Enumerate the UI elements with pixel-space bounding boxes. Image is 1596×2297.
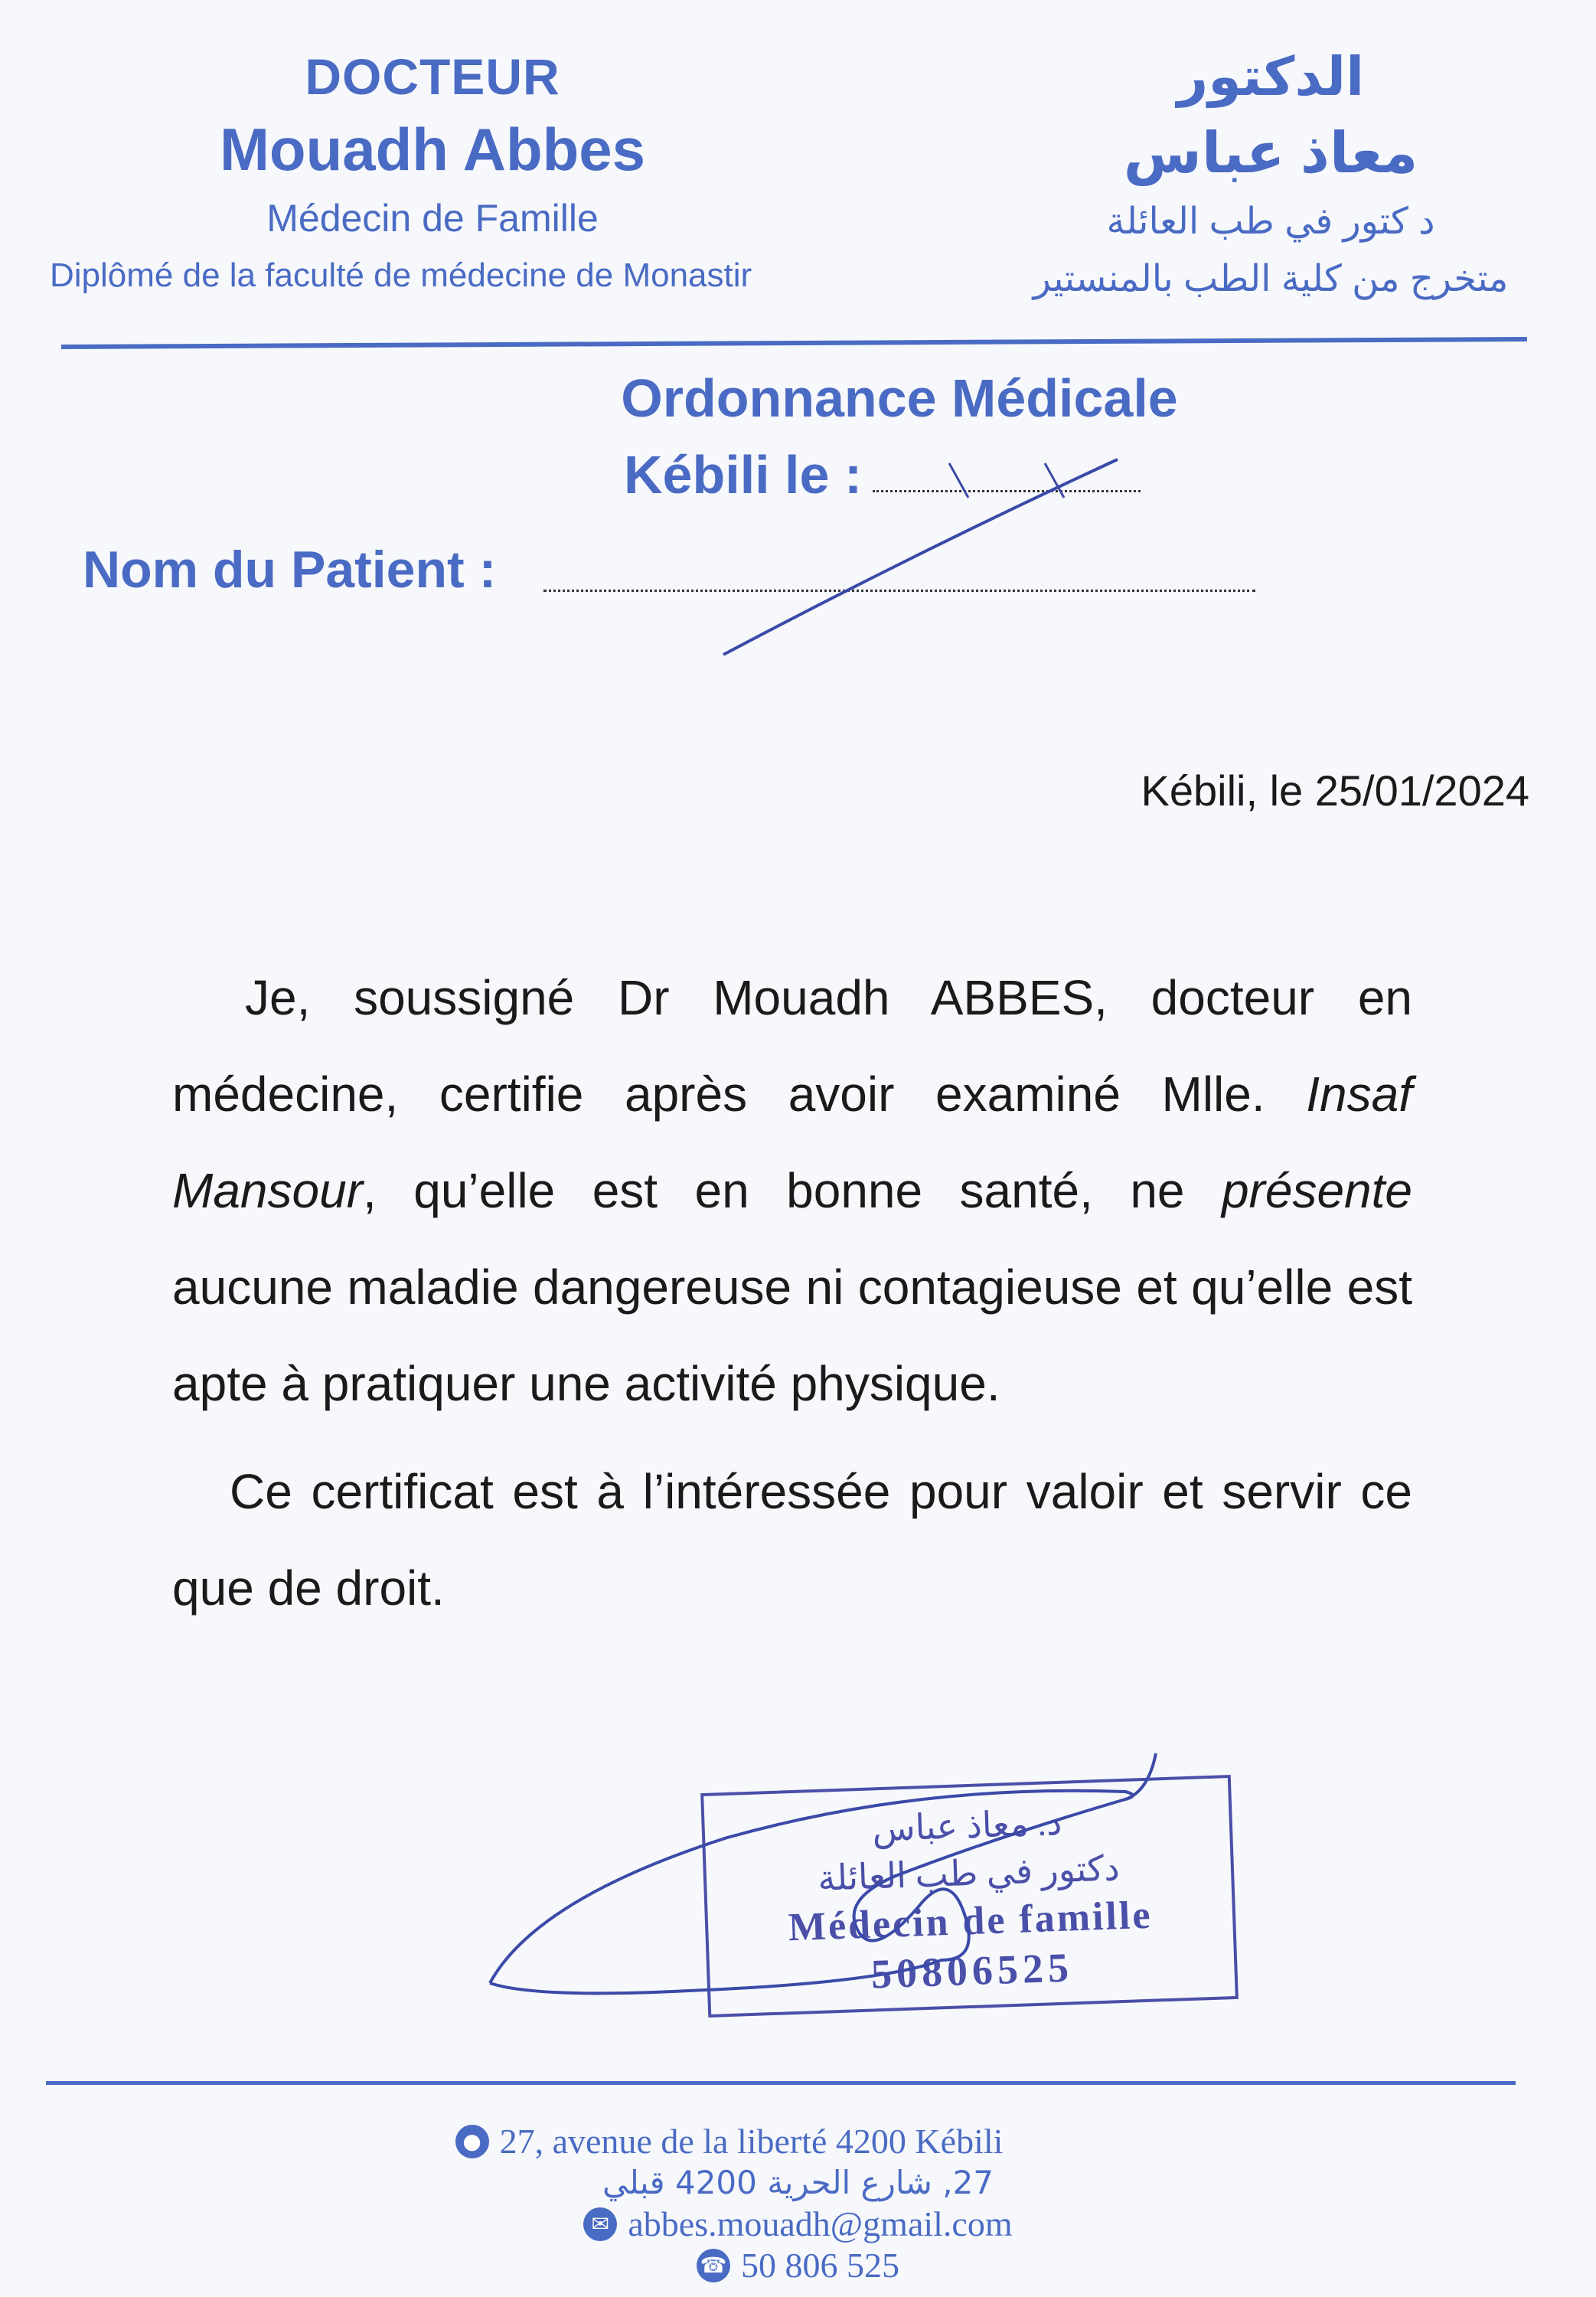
footer bbox=[0, 2121, 1596, 2286]
header-title-ar: الدكتور bbox=[1177, 47, 1365, 106]
header-title-fr: DOCTEUR bbox=[305, 48, 560, 105]
signature bbox=[490, 1791, 1133, 1994]
prescription-title: Ordonnance Médicale bbox=[621, 368, 1178, 428]
footer-phone bbox=[0, 2245, 1596, 2286]
email-text: abbes.mouadh@gmail.com bbox=[628, 2204, 1013, 2243]
specialty-fr: Médecin de Famille bbox=[266, 197, 599, 240]
footer-address-fr bbox=[0, 2121, 1596, 2162]
paragraph-1-italic-word: présente bbox=[1221, 1163, 1412, 1218]
phone-text: 50 806 525 bbox=[741, 2246, 899, 2285]
paragraph-1-middle: , qu’elle est en bonne santé, ne bbox=[363, 1163, 1185, 1218]
stamp-name-ar: د. معاذ عباس bbox=[871, 1802, 1063, 1849]
footer-divider bbox=[46, 2081, 1516, 2085]
email-icon: ✉ bbox=[583, 2207, 617, 2241]
footer-email bbox=[0, 2204, 1596, 2245]
footer-address-ar: 27, شارع الحرية 4200 قبلي bbox=[602, 2164, 994, 2201]
stamp-number: 50806525 bbox=[870, 1944, 1074, 1998]
phone-icon: ☎ bbox=[697, 2249, 730, 2282]
diploma-fr: Diplômé de la faculté de médecine de Monastir bbox=[50, 256, 752, 294]
patient-name-label: Nom du Patient : bbox=[83, 541, 497, 599]
stamp-specialty-ar: دكتور في طب العائلة bbox=[817, 1848, 1121, 1898]
paragraph-1-end: aucune maladie dangereuse ni contagieuse et qu’elle est apte à pratiquer une activité physique. bbox=[172, 1260, 1412, 1411]
certificate-date: Kébili, le 25/01/2024 bbox=[1141, 766, 1529, 815]
paragraph-2: Ce certificat est à l’intéressée pour valoir et servir ce que de droit. bbox=[172, 1464, 1412, 1616]
doctor-name-fr: Mouadh Abbes bbox=[219, 116, 646, 183]
city-date-label: Kébili le : bbox=[624, 445, 863, 505]
stamp-specialty-fr: Médecin de famille bbox=[787, 1893, 1154, 1950]
diploma-ar: متخرج من كلية الطب بالمنستير bbox=[1033, 259, 1509, 299]
address-fr-text: 27, avenue de la liberté 4200 Kébili bbox=[499, 2122, 1004, 2161]
paragraph-1-start: Je, soussigné Dr Mouadh ABBES, docteur en médecine, certifie après avoir examiné Mlle. bbox=[172, 970, 1412, 1122]
patient-name: Insaf Mansour bbox=[172, 1067, 1413, 1218]
specialty-ar: د كتور في طب العائلة bbox=[1106, 201, 1435, 242]
doctor-name-ar: معاذ عباس bbox=[1123, 121, 1418, 185]
date-slash-1 bbox=[949, 463, 968, 498]
location-pin-icon: ● bbox=[455, 2125, 489, 2158]
